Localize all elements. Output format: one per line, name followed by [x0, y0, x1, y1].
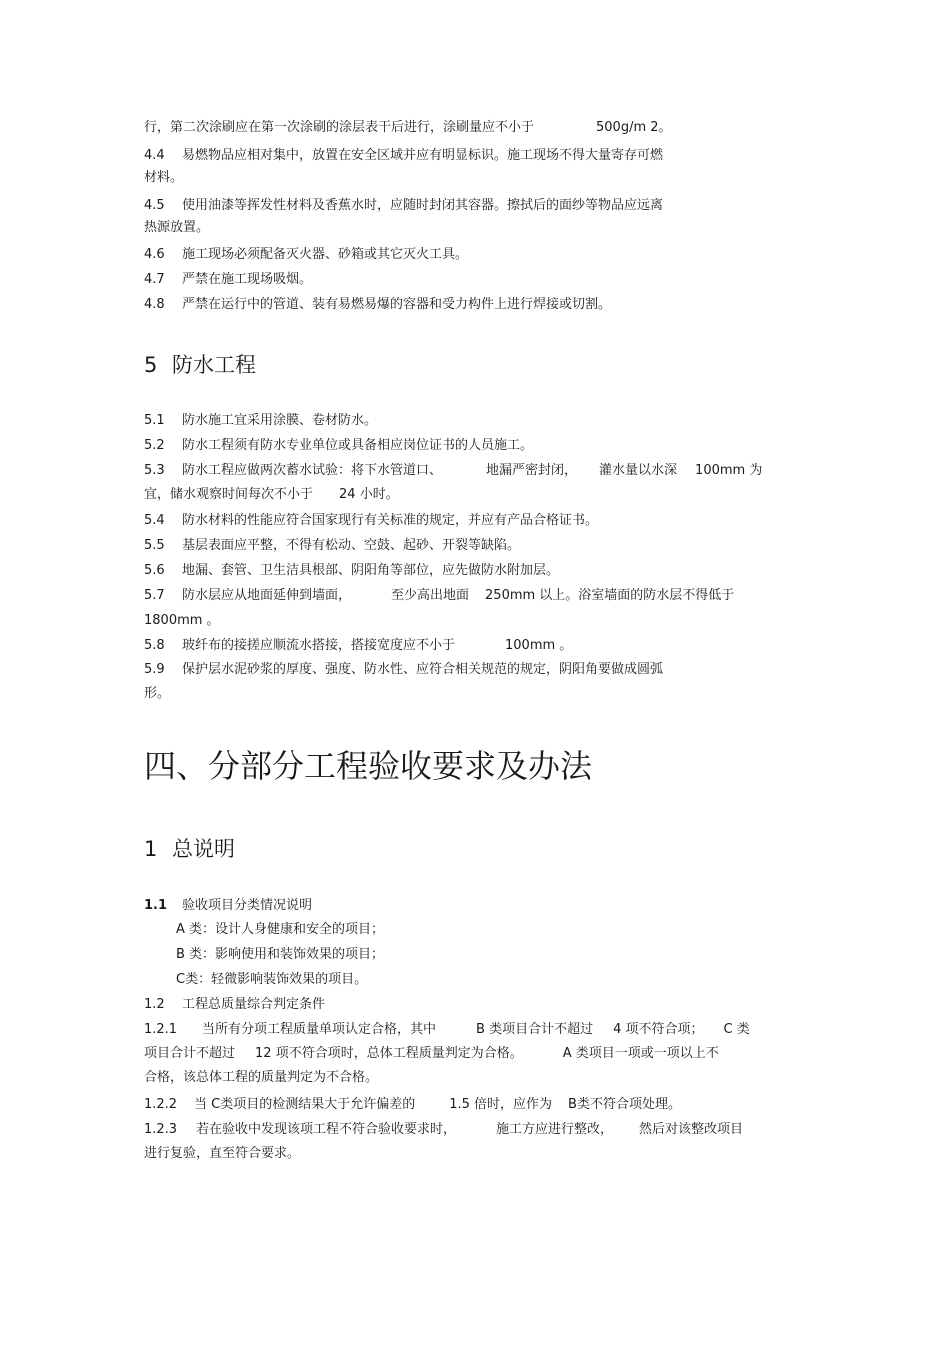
category-b: [176, 947, 384, 963]
clause-5-7-cont: [144, 613, 220, 629]
clause-5-8: [144, 638, 572, 654]
section-5-heading: [144, 352, 256, 378]
clause-5-5: [144, 538, 520, 554]
category-c: [176, 972, 367, 988]
section-title: 总说明: [172, 837, 235, 861]
clause-text: 当所有分项工程质量单项认定合格，其中: [202, 1022, 437, 1037]
clause-text: 工程总质量综合判定条件: [182, 997, 326, 1012]
clause-text: B 类项目合计不超过: [476, 1022, 594, 1037]
clause-number: 5.6: [144, 563, 165, 578]
clause-text: C类：轻微影响装饰效果的项目。: [176, 972, 368, 987]
clause-text: 1800mm 。: [144, 613, 220, 628]
clause-text: 验收项目分类情况说明: [182, 898, 313, 913]
clause-text: 地漏、套管、卫生洁具根部、阴阳角等部位，应先做防水附加层。: [182, 563, 560, 578]
clause-text: 100mm 。: [505, 638, 573, 653]
clause-number: 4.6: [144, 247, 165, 262]
text: 500g/m 2。: [596, 120, 672, 135]
clause-number: 5.5: [144, 538, 165, 553]
clause-number: 1.2.1: [144, 1022, 178, 1037]
clause-number: 5.3: [144, 463, 165, 478]
clause-text: B类不符合项处理。: [568, 1097, 681, 1112]
section-1-heading: [144, 836, 235, 862]
clause-number: 1.2.2: [144, 1097, 178, 1112]
clause-1-2-1: [144, 1022, 750, 1038]
clause-text: 合格，该总体工程的质量判定为不合格。: [144, 1070, 379, 1085]
clause-text: 防水工程应做两次蓄水试验：将下水管道口、: [182, 463, 443, 478]
section-number: 1: [144, 837, 158, 861]
clause-number: 1.2: [144, 997, 165, 1012]
clause-number: 1.2.3: [144, 1122, 178, 1137]
clause-text: 施工现场必须配备灭火器、砂箱或其它灭火工具。: [182, 247, 469, 262]
clause-5-9: [144, 662, 663, 678]
clause-text: 进行复验，直至符合要求。: [144, 1146, 301, 1161]
clause-text: 玻纤布的接搓应顺流水搭接，搭接宽度应不小于: [182, 638, 456, 653]
clause-text: 严禁在施工现场吸烟。: [182, 272, 313, 287]
clause-text: 严禁在运行中的管道、装有易燃易爆的容器和受力构件上进行焊接或切割。: [182, 297, 612, 312]
clause-4-8: [144, 297, 611, 313]
clause-5-3-cont: [144, 487, 399, 503]
clause-number: 4.8: [144, 297, 165, 312]
clause-1-2-1-cont: [144, 1046, 719, 1062]
clause-text: 防水层应从地面延伸到墙面，: [182, 588, 352, 603]
clause-text: 12 项不符合项时，总体工程质量判定为合格。: [255, 1046, 523, 1061]
clause-text: 防水施工宜采用涂膜、卷材防水。: [182, 413, 378, 428]
clause-text: A 类项目一项或一项以上不: [562, 1046, 719, 1061]
clause-5-3: [144, 463, 762, 479]
clause-text: 灌水量以水深: [599, 463, 678, 478]
clause-text: 使用油漆等挥发性材料及香蕉水时，应随时封闭其容器。擦拭后的面纱等物品应远离: [182, 198, 664, 213]
clause-number: 4.4: [144, 148, 165, 163]
clause-number: 5.1: [144, 413, 165, 428]
clause-5-4: [144, 513, 598, 529]
clause-text: B 类：影响使用和装饰效果的项目；: [176, 947, 385, 962]
continuation-line: [144, 120, 672, 136]
clause-1-1: [144, 898, 312, 914]
clause-1-2: [144, 997, 325, 1013]
clause-text: 易燃物品应相对集中，放置在安全区域并应有明显标识。施工现场不得大量寄存可燃: [182, 148, 664, 163]
chapter-title: 四、分部分工程验收要求及办法: [144, 747, 593, 785]
clause-5-9-cont: [144, 686, 170, 702]
clause-1-2-3: [144, 1122, 743, 1138]
clause-text: 至少高出地面: [391, 588, 470, 603]
clause-number: 4.7: [144, 272, 165, 287]
clause-text: 若在验收中发现该项工程不符合验收要求时，: [196, 1122, 457, 1137]
clause-text: 宜，储水观察时间每次不小于: [144, 487, 314, 502]
clause-text: 4 项不符合项；: [613, 1022, 704, 1037]
clause-text: A 类：设计人身健康和安全的项目；: [176, 922, 385, 937]
clause-text: 施工方应进行整改，: [496, 1122, 614, 1137]
clause-text: 形。: [144, 686, 171, 701]
clause-text: 地漏严密封闭，: [486, 463, 578, 478]
clause-4-4: [144, 148, 663, 164]
category-a: [176, 922, 384, 938]
clause-number: 4.5: [144, 198, 165, 213]
clause-number: 5.8: [144, 638, 165, 653]
clause-5-2: [144, 438, 533, 454]
section-title: 防水工程: [172, 353, 256, 377]
clause-5-1: [144, 413, 377, 429]
clause-5-6: [144, 563, 559, 579]
clause-text: 当 C类项目的检测结果大于允许偏差的: [194, 1097, 416, 1112]
clause-4-6: [144, 247, 468, 263]
clause-number: 5.9: [144, 662, 165, 677]
clause-text: 1.5 倍时，应作为: [449, 1097, 553, 1112]
clause-5-7: [144, 588, 734, 604]
clause-text: 保护层水泥砂浆的厚度、强度、防水性、应符合相关规范的规定，阴阳角要做成圆弧: [182, 662, 664, 677]
clause-4-7: [144, 272, 312, 288]
clause-4-4-cont: [144, 170, 183, 186]
clause-text: 然后对该整改项目: [639, 1122, 744, 1137]
text: 行，第二次涂刷应在第一次涂刷的涂层表干后进行，涂刷量应不小于: [144, 120, 535, 135]
clause-1-2-1-cont2: [144, 1070, 378, 1086]
clause-text: 项目合计不超过: [144, 1046, 236, 1061]
clause-text: 热源放置。: [144, 220, 210, 235]
clause-1-2-3-cont: [144, 1146, 300, 1162]
clause-text: C 类: [723, 1022, 750, 1037]
clause-text: 防水工程须有防水专业单位或具备相应岗位证书的人员施工。: [182, 438, 534, 453]
clause-text: 250mm 以上。浴室墙面的防水层不得低于: [485, 588, 735, 603]
clause-4-5-cont: [144, 220, 209, 236]
clause-number: 5.7: [144, 588, 165, 603]
section-number: 5: [144, 353, 158, 377]
clause-number: 5.4: [144, 513, 165, 528]
clause-text: 材料。: [144, 170, 184, 185]
clause-1-2-2: [144, 1097, 681, 1113]
clause-4-5: [144, 198, 663, 214]
chapter-4-heading: [144, 746, 592, 786]
clause-text: 基层表面应平整，不得有松动、空鼓、起砂、开裂等缺陷。: [182, 538, 521, 553]
clause-text: 100mm 为: [695, 463, 763, 478]
clause-number: 1.1: [144, 898, 168, 913]
clause-text: 防水材料的性能应符合国家现行有关标准的规定，并应有产品合格证书。: [182, 513, 599, 528]
clause-text: 24 小时。: [339, 487, 399, 502]
clause-number: 5.2: [144, 438, 165, 453]
